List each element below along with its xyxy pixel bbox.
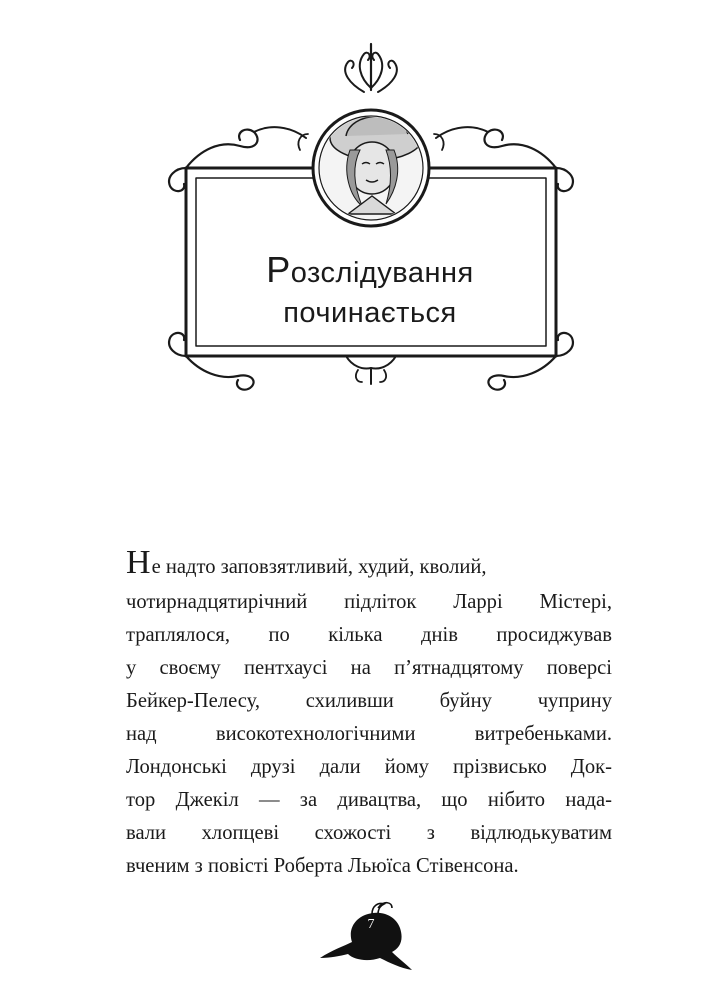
- chapter-title-line-2: починається: [283, 297, 457, 329]
- chapter-title-line-1: Розслідування: [266, 249, 474, 290]
- text-line: вали хлопцеві схожості з відлюдькуватим: [126, 822, 612, 844]
- drop-cap: Н: [126, 544, 151, 581]
- text-line: Лондонські друзі дали йому прізвисько Док-: [126, 756, 612, 778]
- text-line: [126, 544, 612, 586]
- text-line: тор Джекіл — за дивацтва, що нібито нада-: [126, 789, 612, 811]
- text-line: над високотехнологічними витребеньками.: [126, 723, 612, 745]
- page-number: 7: [367, 917, 375, 932]
- text-line: чотирнадцятирічний підліток Ларрі Містері,: [126, 591, 612, 613]
- text-line: Бейкер-Пелесу, схиливши буйну чуприну: [126, 690, 612, 712]
- body-paragraph: [126, 544, 612, 883]
- deerstalker-hat-icon: [318, 896, 418, 976]
- chapter-title: [235, 250, 505, 333]
- text-line: у своєму пентхаусі на п’ятнадцятому поверсі: [126, 657, 612, 679]
- text-line: вченим з повісті Роберта Льюїса Стівенсона.: [126, 855, 519, 877]
- text-line: траплялося, по кілька днів просиджував: [126, 624, 612, 646]
- text-line-content: е надто заповзятливий, худий, кволий,: [151, 556, 487, 578]
- ornamental-frame: [0, 0, 728, 420]
